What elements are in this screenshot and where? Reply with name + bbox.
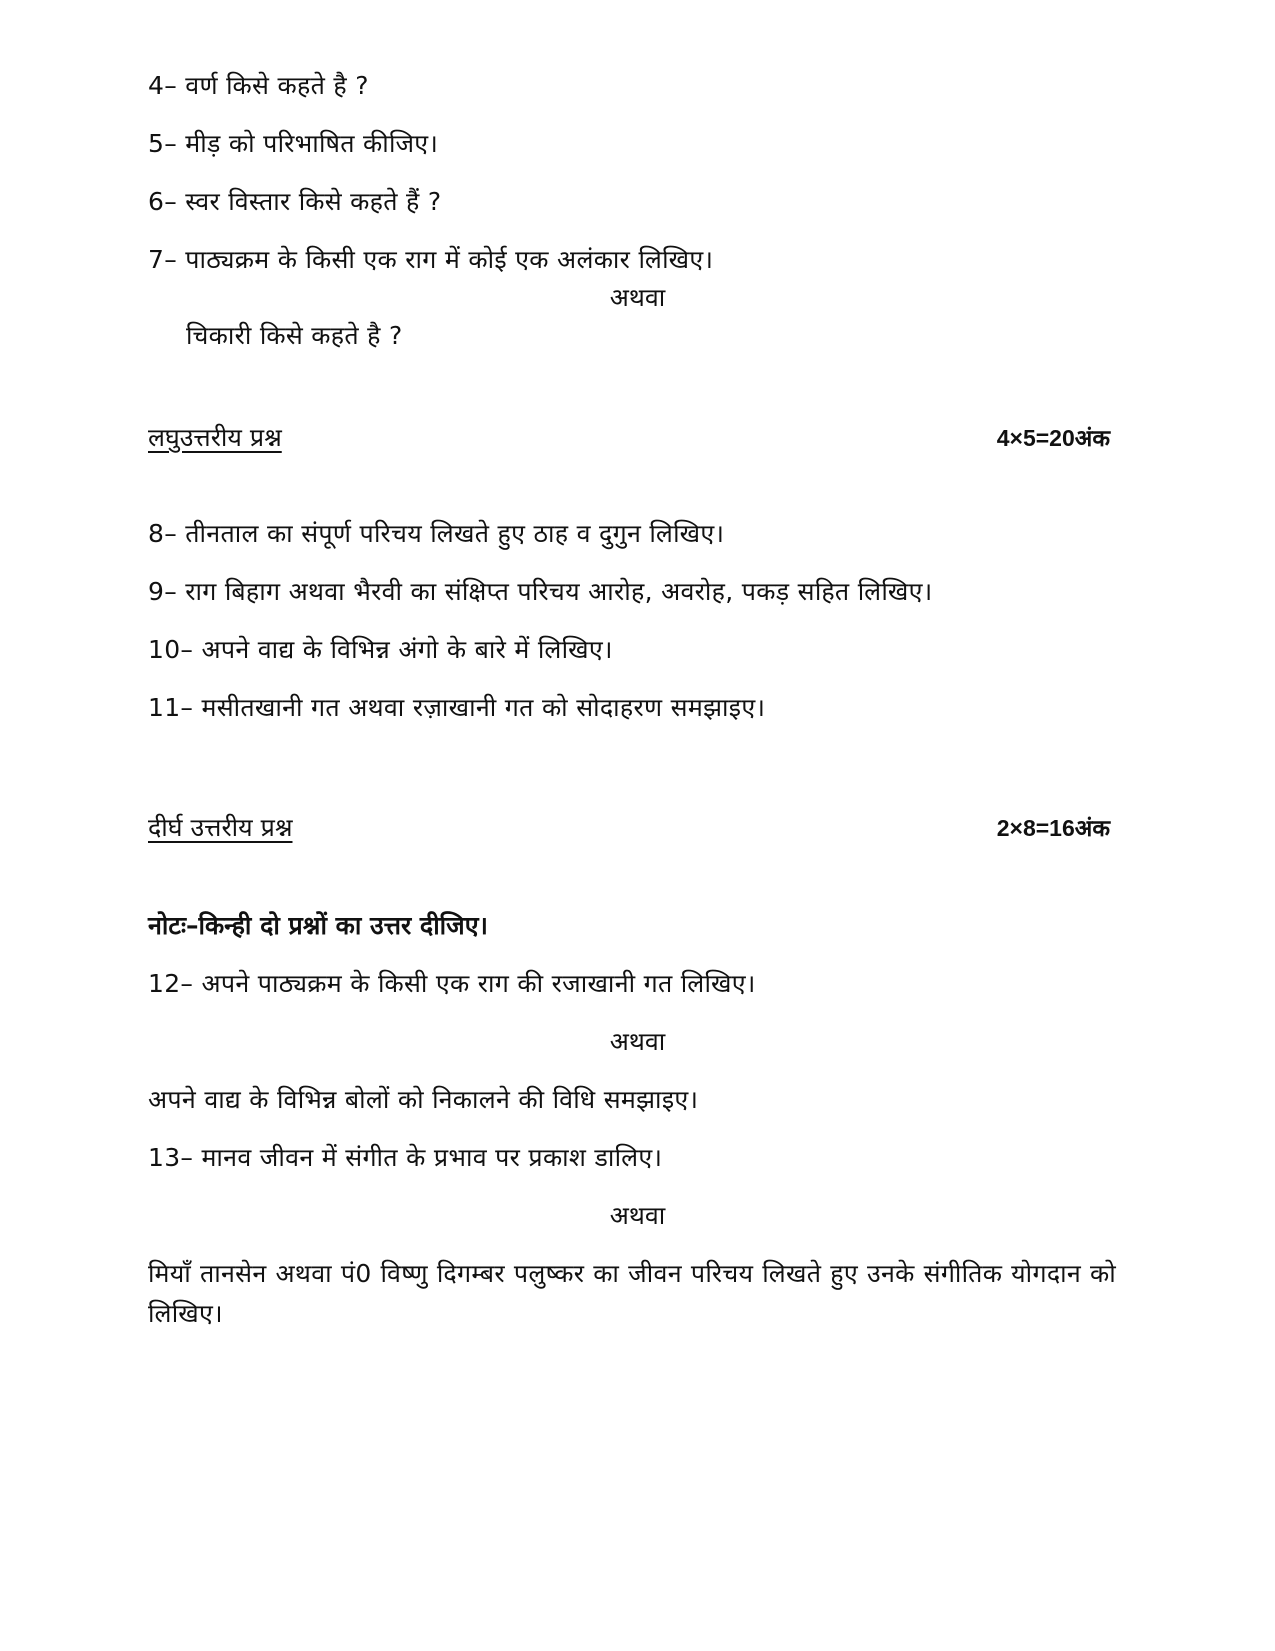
question-10: 10– अपने वाद्य के विभिन्न अंगो के बारे में लिखिए।	[148, 635, 613, 664]
or-separator-13: अथवा	[609, 1201, 666, 1230]
section-heading-short-answer: लघुउत्तरीय प्रश्न	[148, 423, 282, 452]
question-12-alternative: अपने वाद्य के विभिन्न बोलों को निकालने की विधि समझाइए।	[148, 1085, 699, 1114]
question-4: 4– वर्ण किसे कहते है ?	[148, 71, 369, 100]
question-5: 5– मीड़ को परिभाषित कीजिए।	[148, 129, 439, 158]
section-heading-long-answer: दीर्घ उत्तरीय प्रश्न	[148, 813, 293, 842]
question-7-alternative: चिकारी किसे कहते है ?	[186, 321, 403, 350]
section-note: नोटः–किन्ही दो प्रश्नों का उत्तर दीजिए।	[148, 911, 488, 940]
question-8: 8– तीनताल का संपूर्ण परिचय लिखते हुए ठाह व दुगुन लिखिए।	[148, 519, 725, 548]
section-marks-short-answer: 4×5=20अंक	[996, 425, 1110, 451]
question-13: 13– मानव जीवन में संगीत के प्रभाव पर प्रकाश डालिए।	[148, 1143, 663, 1172]
question-13-alternative: मियाँ तानसेन अथवा पं0 विष्णु दिगम्बर पलुष्कर का जीवन परिचय लिखते हुए उनके संगीतिक योगदान को लिखिए।	[148, 1259, 1116, 1328]
question-6: 6– स्वर विस्तार किसे कहते हैं ?	[148, 187, 442, 216]
or-separator-7: अथवा	[609, 283, 666, 312]
question-9: 9– राग बिहाग अथवा भैरवी का संक्षिप्त परिचय आरोह, अवरोह, पकड़ सहित लिखिए।	[148, 577, 933, 606]
question-12: 12– अपने पाठ्यक्रम के किसी एक राग की रजाखानी गत लिखिए।	[148, 969, 756, 998]
or-separator-12: अथवा	[609, 1027, 666, 1056]
question-11: 11– मसीतखानी गत अथवा रज़ाखानी गत को सोदाहरण समझाइए।	[148, 693, 766, 722]
question-7: 7– पाठ्यक्रम के किसी एक राग में कोई एक अलंकार लिखिए।	[148, 245, 714, 274]
section-marks-long-answer: 2×8=16अंक	[996, 815, 1110, 841]
